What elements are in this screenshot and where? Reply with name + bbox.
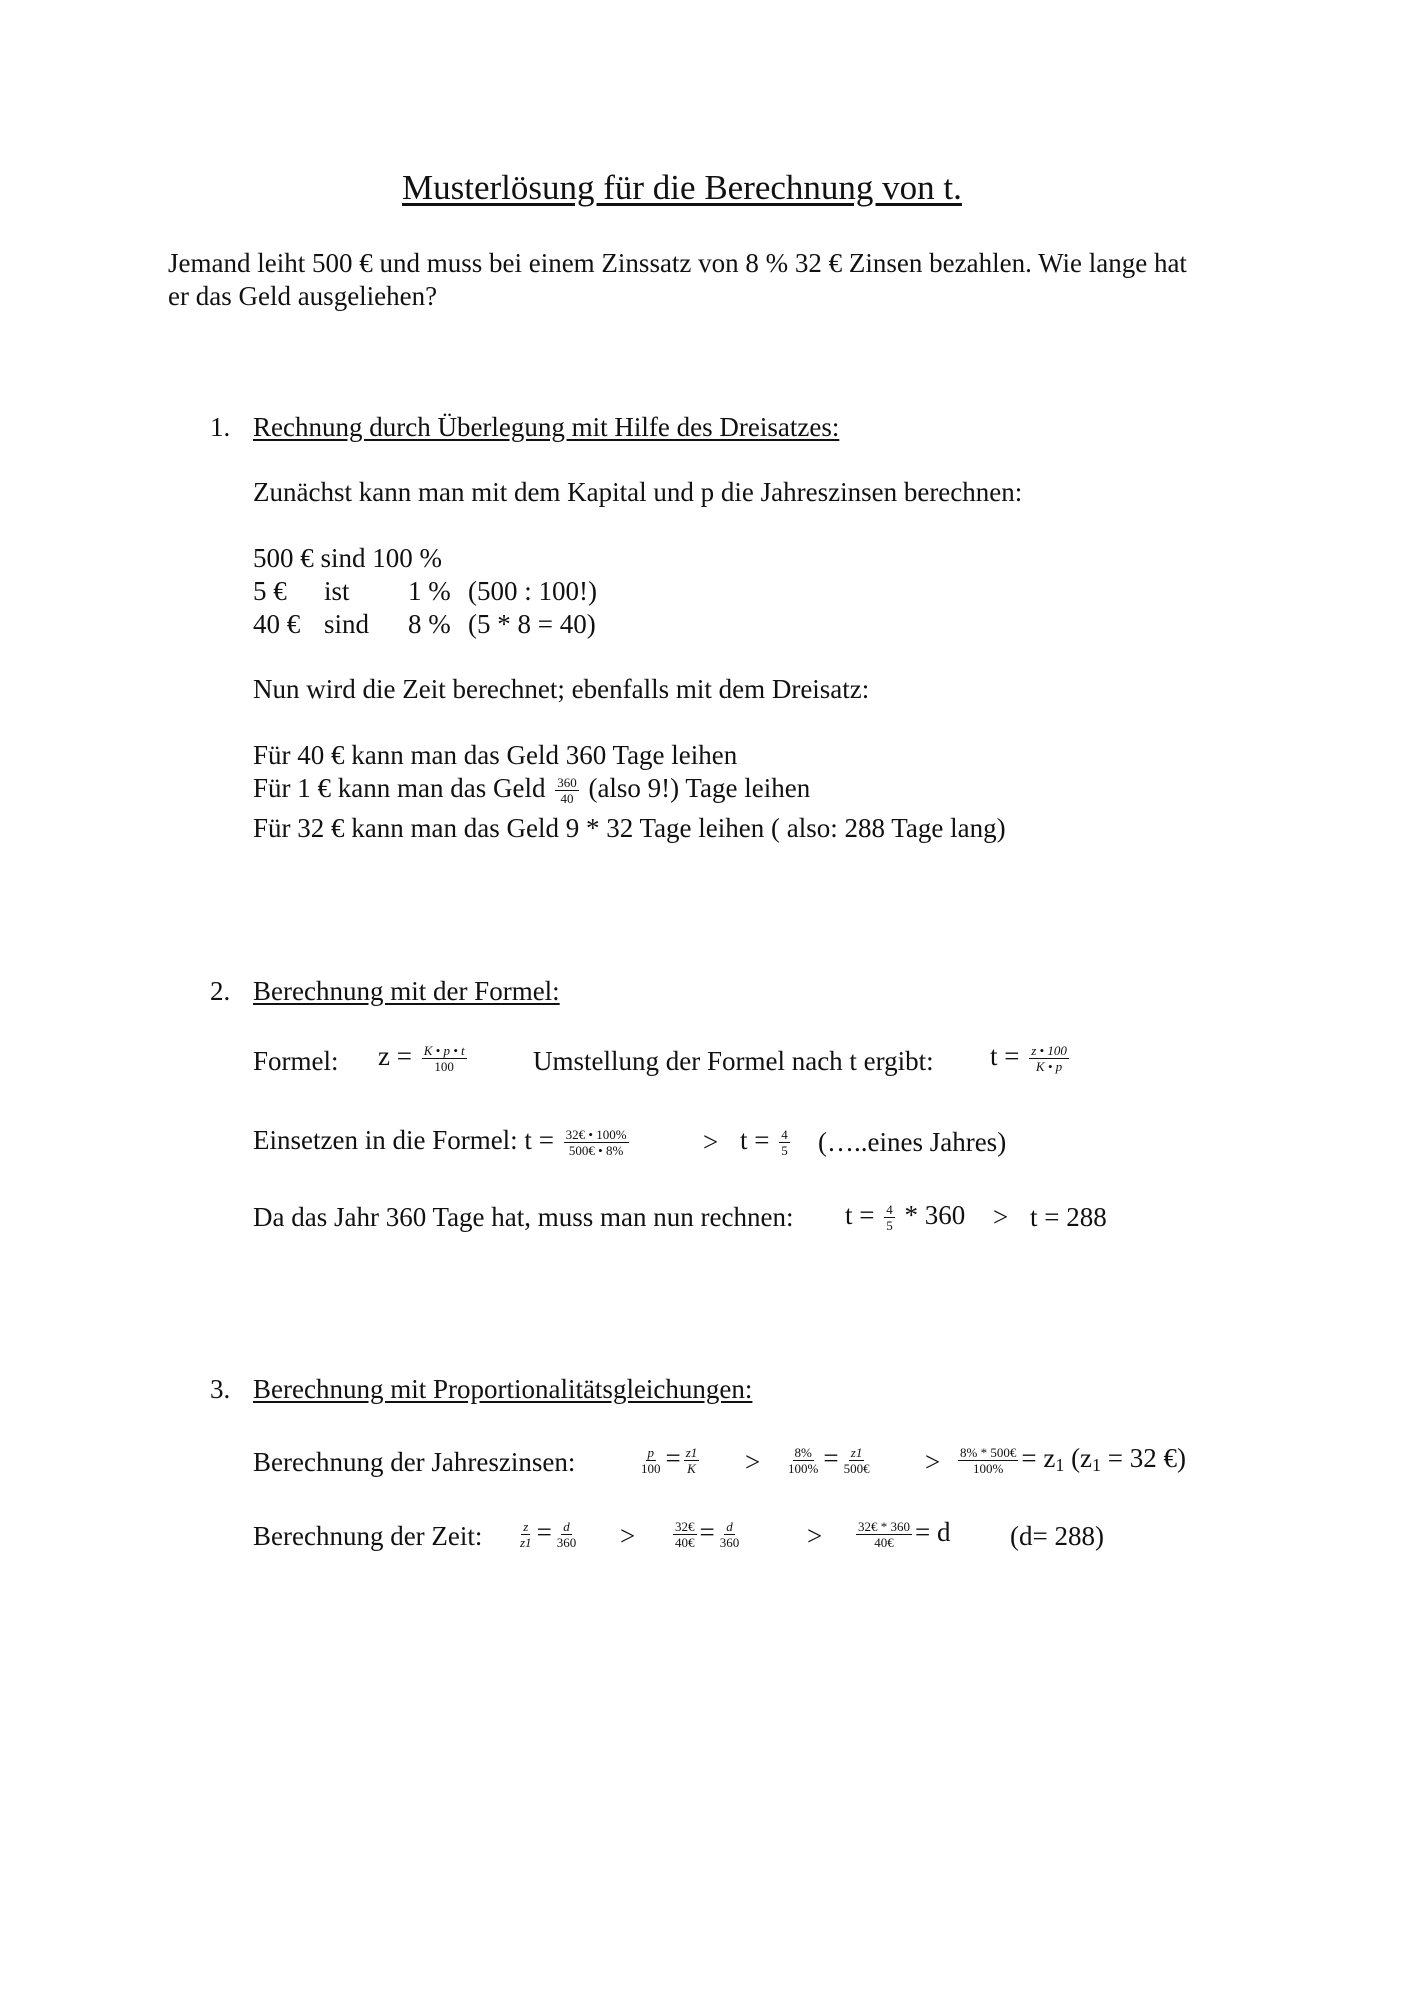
- section-1-text-2: Nun wird die Zeit berechnet; ebenfalls mit dem Dreisatz:: [253, 674, 870, 704]
- fraction-z1-500: $\frac{z1}{500€}$: [843, 1445, 870, 1477]
- zeit-line-c: Für 32 € kann man das Geld 9 * 32 Tage leihen ( also: 288 Tage lang): [253, 813, 1006, 843]
- jahr-text: Da das Jahr 360 Tage hat, muss man nun rechnen:: [253, 1202, 794, 1232]
- intro-line-1: Jemand leiht 500 € und muss bei einem Zinssatz von 8 % 32 € Zinsen bezahlen. Wie lange hat: [168, 248, 1187, 278]
- section-1-heading: Rechnung durch Überlegung mit Hilfe des Dreisatzes:: [253, 412, 840, 442]
- fraction-360-40: $\frac{360}{40}$: [557, 775, 577, 807]
- zeit-result: (d= 288): [1010, 1521, 1104, 1551]
- zeit-line-a: Für 40 € kann man das Geld 360 Tage leihen: [253, 740, 738, 770]
- zinsen-equation-3: $\frac{8\% * 500€}{100\%}$ = $z_1$ ($z_1 = 32$ €): [960, 1443, 1187, 1477]
- row-1-percent: 100 %: [372, 543, 443, 573]
- dreisatz-row-2-verb: ist: [324, 576, 350, 606]
- fraction-kpt-100: $\frac{K • p • t}{100}$: [423, 1043, 465, 1075]
- section-1-number: 1.: [210, 412, 231, 442]
- dreisatz-row-3-verb: sind: [324, 609, 370, 639]
- zinsen-label: Berechnung der Jahreszinsen:: [253, 1447, 576, 1477]
- formel-t: t = $\frac{z • 100}{K • p}$: [990, 1041, 1067, 1075]
- zeit-equation-1: $\frac{z}{z1}$ = $\frac{d}{360}$: [520, 1517, 577, 1551]
- einsetzen-result: t = $\frac{4}{5}$: [740, 1125, 788, 1159]
- zeit-gt-2: >: [807, 1521, 823, 1551]
- zinsen-gt-1: >: [745, 1447, 761, 1477]
- fraction-8-100: $\frac{8\%}{100\%}$: [788, 1445, 819, 1477]
- zinsen-equation-2: $\frac{8\%}{100\%}$ = $\frac{z1}{500€}$: [788, 1443, 870, 1477]
- zinsen-gt-2: >: [925, 1447, 941, 1477]
- jahr-formula: t = $\frac{4}{5}$ * 360: [845, 1200, 966, 1234]
- eines-jahres: (…..eines Jahres): [818, 1127, 1007, 1157]
- zeit-label: Berechnung der Zeit:: [253, 1521, 483, 1551]
- dreisatz-row-3-amount: 40 €: [253, 609, 301, 639]
- fraction-z100-kp: $\frac{z • 100}{K • p}$: [1031, 1043, 1067, 1075]
- section-3-number: 3.: [210, 1374, 231, 1404]
- zeit-line-b-post: (also 9!) Tage leihen: [588, 773, 811, 803]
- dreisatz-row-2-percent: 1 %: [408, 576, 451, 606]
- dreisatz-row-2-amount: 5 €: [253, 576, 287, 606]
- zeit-equation-2: $\frac{32€}{40€}$ = $\frac{d}{360}$: [675, 1517, 740, 1551]
- einsetzen-line: Einsetzen in die Formel: t = $\frac{32€ • 100\%}{500€ • 8\%}$: [253, 1125, 627, 1159]
- fraction-32-360-40: $\frac{32€ * 360}{40€}$: [858, 1519, 910, 1551]
- dreisatz-row-3-percent: 8 %: [408, 609, 451, 639]
- section-3-heading: Berechnung mit Proportionalitätsgleichungen:: [253, 1374, 753, 1404]
- fraction-z-z1: $\frac{z}{z1}$: [520, 1519, 532, 1551]
- row-1-amount: 500 €: [253, 543, 314, 573]
- dreisatz-row-1: [253, 542, 442, 575]
- fraction-d-360: $\frac{d}{360}$: [556, 1519, 577, 1551]
- fraction-einsetzen: $\frac{32€ • 100\%}{500€ • 8\%}$: [565, 1127, 627, 1159]
- row-1-verb: sind: [320, 543, 366, 573]
- zeit-equation-3: $\frac{32€ * 360}{40€}$ = d: [858, 1517, 951, 1551]
- fraction-4-5-b: $\frac{4}{5}$: [886, 1202, 893, 1234]
- fraction-4-5: $\frac{4}{5}$: [781, 1127, 788, 1159]
- zeit-line-b: [253, 772, 810, 806]
- section-1-text-1: Zunächst kann man mit dem Kapital und p die Jahreszinsen berechnen:: [253, 477, 1023, 507]
- section-2-heading: Berechnung mit der Formel:: [253, 976, 560, 1006]
- zeit-gt-1: >: [620, 1521, 636, 1551]
- umstellung-text: Umstellung der Formel nach t ergibt:: [533, 1046, 934, 1076]
- dreisatz-row-2-note: (500 : 100!): [468, 576, 597, 606]
- formel-z: z = $\frac{K • p • t}{100}$: [378, 1041, 465, 1075]
- fraction-d-360-b: $\frac{d}{360}$: [719, 1519, 740, 1551]
- jahr-gt: >: [993, 1202, 1009, 1232]
- jahr-result: t = 288: [1030, 1202, 1107, 1232]
- formel-label: Formel:: [253, 1046, 339, 1076]
- fraction-z1-k: $\frac{z1}{K}$: [685, 1445, 698, 1477]
- dreisatz-row-3-note: (5 * 8 = 40): [468, 609, 596, 639]
- zinsen-equation-1: $\frac{p}{100}$ = $\frac{z1}{K}$: [641, 1443, 698, 1477]
- document-title: Musterlösung für die Berechnung von t.: [402, 168, 962, 207]
- zeit-line-b-pre: Für 1 € kann man das Geld: [253, 773, 546, 803]
- fraction-p-100: $\frac{p}{100}$: [641, 1445, 661, 1477]
- einsetzen-gt: >: [703, 1127, 719, 1157]
- fraction-8-500-100: $\frac{8\% * 500€}{100\%}$: [960, 1445, 1017, 1477]
- section-2-number: 2.: [210, 976, 231, 1006]
- intro-line-2: er das Geld ausgeliehen?: [168, 281, 438, 311]
- fraction-32-40: $\frac{32€}{40€}$: [675, 1519, 695, 1551]
